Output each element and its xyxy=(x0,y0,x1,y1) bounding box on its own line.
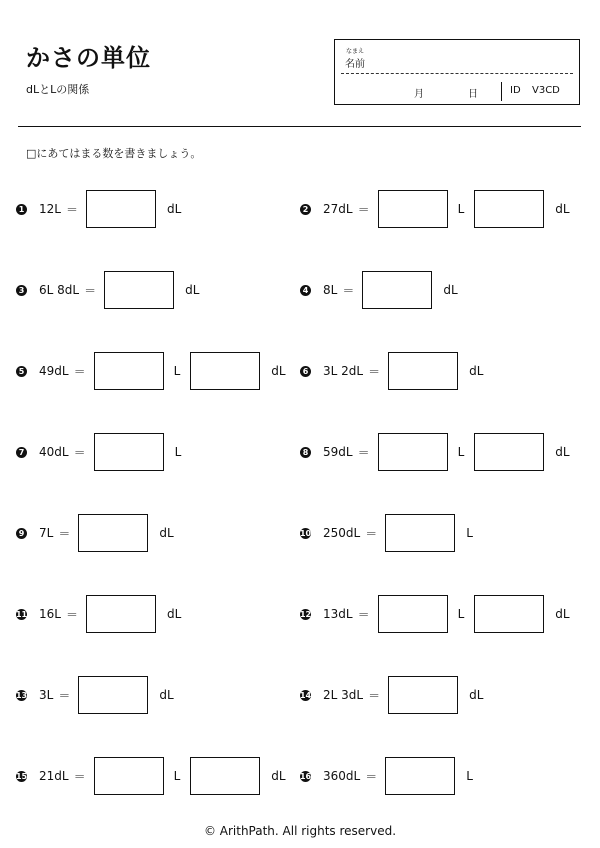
answer-box[interactable] xyxy=(190,757,260,795)
equals-sign: ＝ xyxy=(368,688,381,703)
problem-quantity: 12L xyxy=(39,202,61,216)
unit-label: dL xyxy=(159,526,174,540)
unit-label: L xyxy=(466,769,473,783)
id-separator xyxy=(501,82,502,101)
problem-number: 11 xyxy=(15,609,28,619)
problem-16 xyxy=(300,756,483,796)
equals-sign: ＝ xyxy=(342,283,355,298)
copyright-footer: © ArithPath. All rights reserved. xyxy=(203,824,397,838)
problem-quantity: 360dL xyxy=(323,769,361,783)
answer-box[interactable] xyxy=(474,595,544,633)
answer-box[interactable] xyxy=(94,433,164,471)
problem-quantity: 250dL xyxy=(323,526,361,540)
problem-quantity: 3L 2dL xyxy=(323,364,364,378)
instruction: □にあてはまる数を書きましょう。 xyxy=(26,147,202,160)
problem-quantity: 6L 8dL xyxy=(39,283,80,297)
equals-sign: ＝ xyxy=(365,526,378,541)
problem-quantity: 59dL xyxy=(323,445,353,459)
unit-label: L xyxy=(173,769,181,783)
unit-label: dL xyxy=(443,283,458,297)
answer-box[interactable] xyxy=(474,190,544,228)
unit-label: dL xyxy=(166,202,182,216)
name-dotted-line xyxy=(341,73,573,74)
problem-number: 13 xyxy=(15,690,28,700)
problem-quantity: 40dL xyxy=(39,445,69,459)
problem-5 xyxy=(16,351,296,391)
equals-sign: ＝ xyxy=(58,688,71,703)
problem-number: 12 xyxy=(299,609,312,619)
problem-10 xyxy=(300,513,483,553)
problem-number: 8 xyxy=(300,447,311,458)
name-label: 名前 xyxy=(345,59,365,70)
answer-box[interactable] xyxy=(378,433,448,471)
unit-label: dL xyxy=(271,769,286,783)
page-subtitle: dLとLの関係 xyxy=(26,83,90,96)
problem-3 xyxy=(16,270,209,310)
problem-number: 14 xyxy=(299,690,312,700)
problem-2 xyxy=(300,189,580,229)
equals-sign: ＝ xyxy=(365,769,378,784)
unit-label: L xyxy=(466,526,473,540)
name-box xyxy=(334,39,580,105)
unit-label: L xyxy=(457,445,465,459)
unit-label: L xyxy=(174,445,182,459)
unit-label: dL xyxy=(469,364,484,378)
problem-number: 2 xyxy=(300,204,311,215)
unit-label: L xyxy=(457,607,465,621)
problem-quantity: 13dL xyxy=(323,607,353,621)
unit-label: dL xyxy=(159,688,174,702)
problem-8 xyxy=(300,432,580,472)
unit-label: L xyxy=(173,364,181,378)
equals-sign: ＝ xyxy=(73,364,86,379)
problem-number: 6 xyxy=(300,366,311,377)
name-ruby: なまえ xyxy=(346,48,365,55)
answer-box[interactable] xyxy=(378,595,448,633)
problem-6 xyxy=(300,351,493,391)
equals-sign: ＝ xyxy=(65,607,78,622)
unit-label: dL xyxy=(555,607,570,621)
problem-number: 1 xyxy=(16,204,27,215)
problem-9 xyxy=(16,513,184,553)
equals-sign: ＝ xyxy=(357,607,370,622)
unit-label: dL xyxy=(185,283,200,297)
unit-label: dL xyxy=(555,202,570,216)
problem-13 xyxy=(16,675,184,715)
month-label: 月 xyxy=(414,89,424,100)
equals-sign: ＝ xyxy=(73,445,86,460)
problem-number: 10 xyxy=(299,528,312,538)
unit-label: dL xyxy=(555,445,570,459)
problem-14 xyxy=(300,675,493,715)
id-label: ID xyxy=(510,85,521,96)
unit-label: dL xyxy=(469,688,484,702)
header-divider xyxy=(18,126,581,127)
problem-1 xyxy=(16,189,191,229)
answer-box[interactable] xyxy=(86,595,156,633)
problem-quantity: 27dL xyxy=(323,202,353,216)
answer-box[interactable] xyxy=(388,676,458,714)
page-title: かさの単位 xyxy=(26,44,151,72)
problem-quantity: 7L xyxy=(39,526,54,540)
problem-quantity: 16L xyxy=(39,607,61,621)
problem-quantity: 3L xyxy=(39,688,54,702)
answer-box[interactable] xyxy=(385,757,455,795)
problem-quantity: 2L 3dL xyxy=(323,688,364,702)
problem-number: 15 xyxy=(15,771,28,781)
problem-7 xyxy=(16,432,191,472)
problem-12 xyxy=(300,594,580,634)
day-label: 日 xyxy=(468,89,478,100)
problem-15 xyxy=(16,756,296,796)
problem-number: 9 xyxy=(16,528,27,539)
unit-label: dL xyxy=(166,607,182,621)
unit-label: dL xyxy=(271,364,286,378)
answer-box[interactable] xyxy=(385,514,455,552)
problem-number: 4 xyxy=(300,285,311,296)
problem-number: 3 xyxy=(16,285,27,296)
answer-box[interactable] xyxy=(86,190,156,228)
answer-box[interactable] xyxy=(474,433,544,471)
equals-sign: ＝ xyxy=(368,364,381,379)
equals-sign: ＝ xyxy=(65,202,78,217)
answer-box[interactable] xyxy=(362,271,432,309)
answer-box[interactable] xyxy=(378,190,448,228)
answer-box[interactable] xyxy=(78,676,148,714)
answer-box[interactable] xyxy=(190,352,260,390)
unit-label: L xyxy=(457,202,465,216)
answer-box[interactable] xyxy=(94,352,164,390)
problem-quantity: 21dL xyxy=(39,769,69,783)
problem-quantity: 8L xyxy=(323,283,338,297)
problem-number: 7 xyxy=(16,447,27,458)
problem-11 xyxy=(16,594,191,634)
answer-box[interactable] xyxy=(388,352,458,390)
equals-sign: ＝ xyxy=(73,769,86,784)
answer-box[interactable] xyxy=(78,514,148,552)
problem-number: 16 xyxy=(299,771,312,781)
problem-number: 5 xyxy=(16,366,27,377)
id-value: V3CD xyxy=(532,85,560,96)
problem-4 xyxy=(300,270,468,310)
problem-quantity: 49dL xyxy=(39,364,69,378)
equals-sign: ＝ xyxy=(58,526,71,541)
equals-sign: ＝ xyxy=(84,283,97,298)
equals-sign: ＝ xyxy=(357,445,370,460)
answer-box[interactable] xyxy=(94,757,164,795)
equals-sign: ＝ xyxy=(357,202,370,217)
answer-box[interactable] xyxy=(104,271,174,309)
